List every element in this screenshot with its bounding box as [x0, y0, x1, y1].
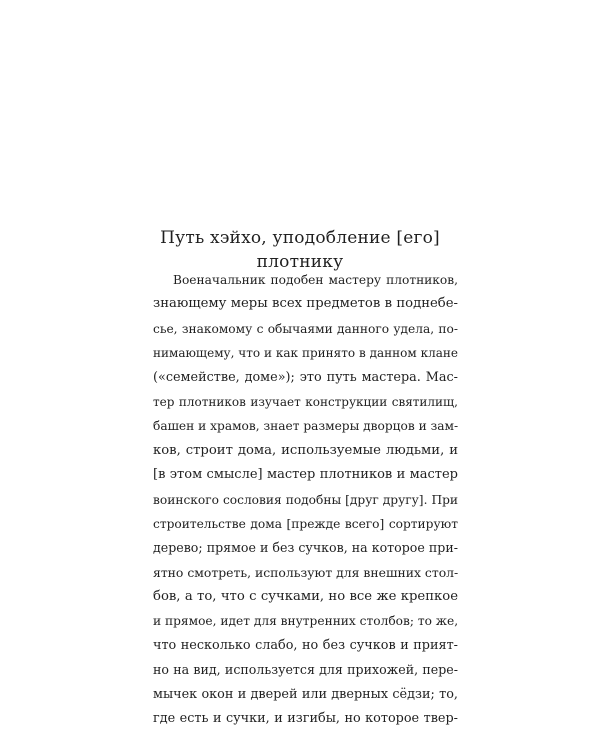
- text-line: строительстве дома [прежде всего] сортируют: [153, 516, 458, 531]
- text-line: мычек окон и дверей или дверных сёдзи; то,: [153, 686, 458, 702]
- text-line: башен и храмов, знает размеры дворцов и зам-: [153, 419, 459, 434]
- text-line: но на вид, используется для прихожей, пере-: [153, 662, 458, 678]
- text-line: бов, а то, что с сучками, но все же крепкое: [153, 589, 458, 605]
- text-line: сье, знакомому с обычаями данного удела, по-: [153, 321, 458, 336]
- text-line: ков, строит дома, используемые людьми, и: [153, 442, 458, 458]
- text-line: («семействе, доме»); это путь мастера. Мас-: [153, 369, 458, 385]
- text-line: знающему меры всех предметов в поднебе-: [153, 296, 458, 312]
- text-line: что несколько слабо, но без сучков и прият-: [153, 637, 458, 653]
- section-heading-line-2: плотнику: [256, 252, 344, 272]
- text-line: Военачальник подобен мастеру плотников,: [173, 273, 458, 287]
- section-heading-line-1: Путь хэйхо, уподобление [его]: [160, 228, 440, 248]
- text-line: дерево; прямое и без сучков, на которое при-: [153, 540, 458, 556]
- text-line: и прямое, идет для внутренних столбов; то же,: [153, 614, 459, 629]
- text-line: тер плотников изучает конструкции святилищ,: [153, 394, 458, 409]
- text-line: [в этом смысле] мастер плотников и мастер: [153, 467, 458, 483]
- text-line: где есть и сучки, и изгибы, но которое твер-: [153, 711, 458, 727]
- text-line: ятно смотреть, используют для внешних стол-: [153, 564, 459, 580]
- text-line: нимающему, что и как принято в данном клане: [153, 346, 458, 361]
- body-paragraph: [153, 268, 458, 731]
- text-line: воинского сословия подобны [друг другу]. При: [153, 492, 458, 507]
